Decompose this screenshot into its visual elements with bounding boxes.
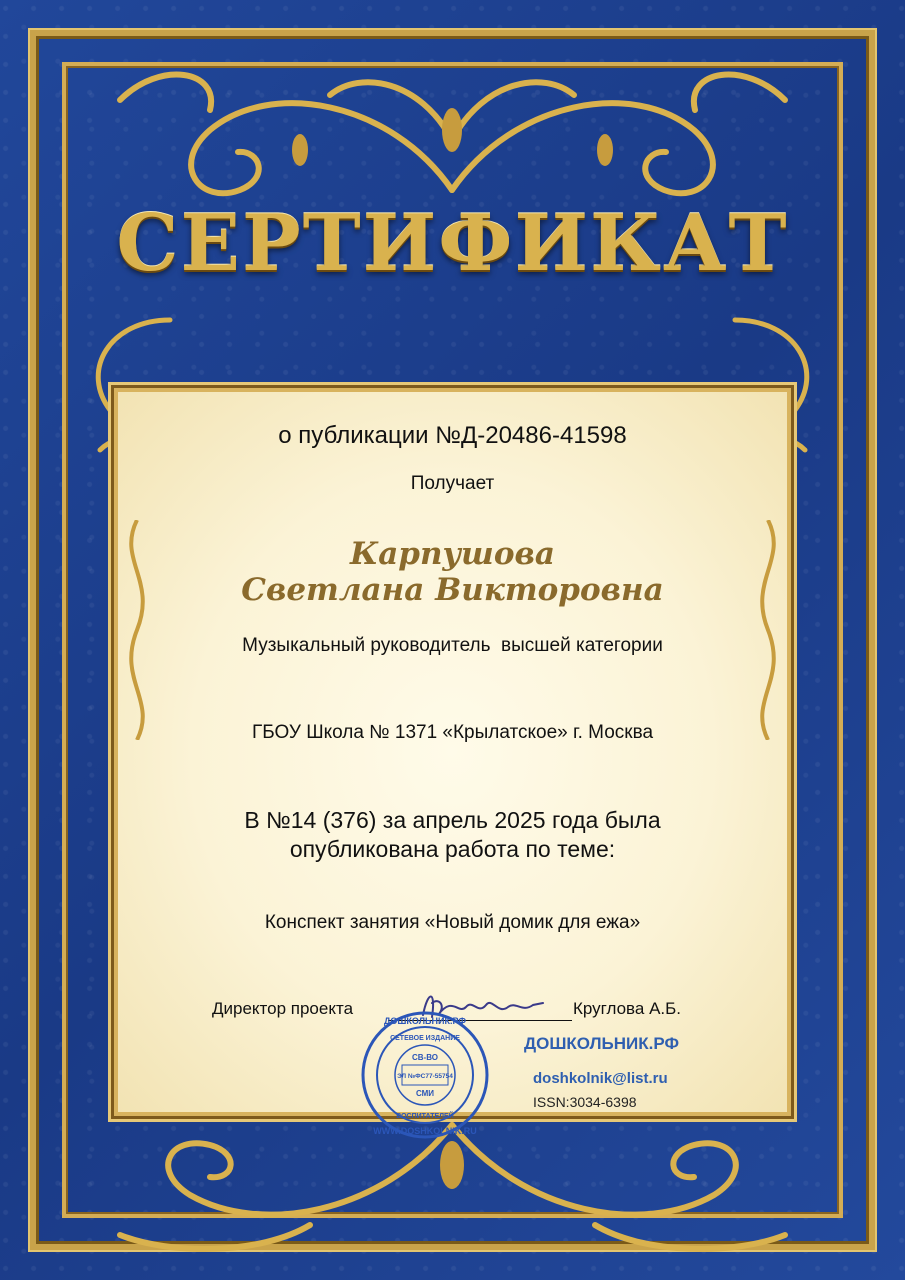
school-name: ГБОУ Школа № 1371 «Крылатское» г. Москва [251, 722, 654, 743]
issue-statement [0, 806, 905, 864]
publisher-site: ДОШКОЛЬНИК.РФ [524, 1034, 679, 1053]
seal-outer-bottom: WWW.DOSHKOLNIK.RU [373, 1126, 477, 1136]
certificate-title: СЕРТИФИКАТ [116, 198, 789, 289]
issue-line-2: опубликована работа по теме: [289, 836, 616, 862]
director-name: Круглова А.Б. [573, 999, 682, 1018]
seal-center-3: СМИ [415, 1089, 435, 1098]
publisher-email: doshkolnik@list.ru [533, 1070, 668, 1087]
recipient-surname: Карпушова [350, 536, 555, 572]
top-scroll-ornament [60, 40, 845, 220]
publication-number: о публикации №Д-20486-41598 [278, 422, 627, 449]
recipient-given-names: Светлана Викторовна [241, 572, 664, 608]
recipient-position: Музыкальный руководитель высшей категории [242, 635, 663, 656]
seal-center-2: ЭЛ №ФС77-55754 [397, 1073, 453, 1080]
seal-inner-bottom: ВОСПИТАТЕЛЕЙ [396, 1113, 454, 1120]
seal-inner-top: СЕТЕВОЕ ИЗДАНИЕ [390, 1035, 460, 1042]
work-topic: Конспект занятия «Новый домик для ежа» [264, 912, 641, 933]
director-label: Директор проекта [212, 999, 354, 1018]
publisher-issn: ISSN:3034-6398 [533, 1094, 637, 1110]
publisher-seal [360, 1010, 490, 1140]
seal-center-1: СВ-ВО [411, 1053, 439, 1062]
receives-label: Получает [410, 473, 495, 494]
issue-line-1: В №14 (376) за апрель 2025 года была [244, 807, 661, 833]
seal-outer-top: ДОШКОЛЬНИК.РФ [383, 1016, 467, 1026]
